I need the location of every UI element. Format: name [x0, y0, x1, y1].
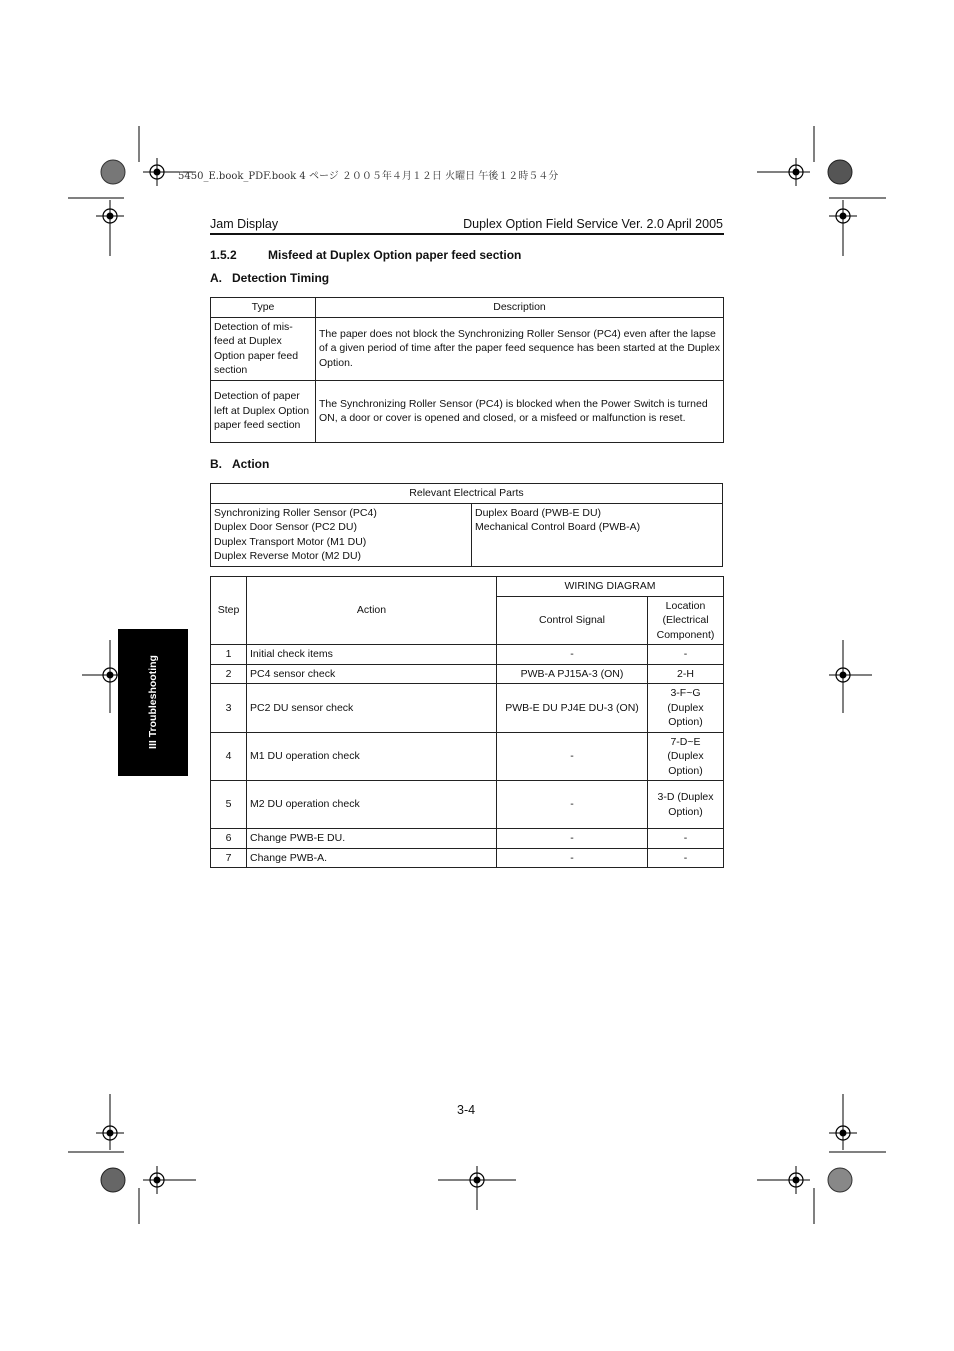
type-cell: Detection of paper left at Duplex Option paper feed section [211, 380, 316, 442]
header-section-name: Jam Display [210, 217, 279, 231]
section-number: 1.5.2 [210, 248, 237, 262]
col-action-header: Action [247, 577, 497, 645]
control-cell: - [497, 848, 648, 868]
header-rule [210, 233, 724, 235]
parts-right-cell [472, 503, 723, 566]
step-cell: 1 [211, 645, 247, 665]
page-number: 3-4 [457, 1103, 476, 1117]
action-cell: PC2 DU sensor check [247, 684, 497, 733]
control-cell: - [497, 732, 648, 781]
location-cell: - [648, 645, 724, 665]
col-control-header: Control Signal [497, 596, 648, 645]
description-cell: The Synchronizing Roller Sensor (PC4) is blocked when the Power Switch is turned ON, a door or cover is opened and closed, or a misfeed or malfunction is reset. [316, 380, 724, 442]
action-cell: M2 DU operation check [247, 781, 497, 829]
section-title: Misfeed at Duplex Option paper feed section [268, 248, 522, 262]
step-cell: 2 [211, 664, 247, 684]
col-description-header: Description [316, 298, 724, 318]
detection-label: A. [210, 271, 222, 285]
step-cell: 4 [211, 732, 247, 781]
table-row [211, 781, 724, 829]
list-item: Duplex Transport Motor (M1 DU) [214, 535, 367, 548]
action-steps-table [210, 576, 724, 868]
detection-timing-table [210, 297, 724, 443]
table-row [211, 732, 724, 781]
header-manual-title: Duplex Option Field Service Ver. 2.0 April 2005 [463, 217, 723, 231]
action-cell: Change PWB-A. [247, 848, 497, 868]
printer-line: 5450_E.book_PDF.book 4 ページ ２００５年４月１２日 火曜日 午後１２時５４分 [178, 171, 559, 182]
list-item: Mechanical Control Board (PWB-A) [475, 521, 641, 533]
action-cell: M1 DU operation check [247, 732, 497, 781]
control-cell: - [497, 781, 648, 829]
control-cell: - [497, 829, 648, 849]
step-cell: 5 [211, 781, 247, 829]
side-tab-label: III Troubleshooting [147, 655, 159, 749]
control-cell: PWB-A PJ15A-3 (ON) [497, 664, 648, 684]
parts-left-cell [211, 503, 472, 566]
table-row [211, 684, 724, 733]
location-cell: 3-F~G (Duplex Option) [648, 684, 724, 733]
list-item: Duplex Board (PWB-E DU) [475, 506, 602, 519]
location-cell: 7-D~E (Duplex Option) [648, 732, 724, 781]
step-cell: 3 [211, 684, 247, 733]
col-step-header: Step [211, 577, 247, 645]
list-item: Duplex Door Sensor (PC2 DU) [214, 521, 357, 533]
location-cell: 2-H [648, 664, 724, 684]
relevant-parts-table [210, 483, 723, 567]
table-row [211, 829, 724, 849]
action-label: B. [210, 457, 222, 471]
location-cell: 3-D (Duplex Option) [648, 781, 724, 829]
type-cell: Detection of mis-feed at Duplex Option paper feed section [211, 317, 316, 380]
step-cell: 7 [211, 848, 247, 868]
col-wiring-header: WIRING DIAGRAM [497, 577, 724, 597]
control-cell: PWB-E DU PJ4E DU-3 (ON) [497, 684, 648, 733]
action-cell: Initial check items [247, 645, 497, 665]
location-cell: - [648, 829, 724, 849]
section-heading [210, 248, 521, 262]
list-item: Synchronizing Roller Sensor (PC4) [214, 506, 377, 519]
location-cell: - [648, 848, 724, 868]
detection-heading [210, 271, 329, 285]
action-heading [210, 457, 269, 471]
table-row [211, 317, 724, 380]
col-location-header: Location (Electrical Component) [648, 596, 724, 645]
parts-header: Relevant Electrical Parts [211, 484, 723, 504]
detection-title: Detection Timing [232, 271, 330, 285]
table-row [211, 664, 724, 684]
action-title: Action [232, 457, 270, 471]
col-type-header: Type [211, 298, 316, 318]
table-row [211, 645, 724, 665]
action-cell: PC4 sensor check [247, 664, 497, 684]
step-cell: 6 [211, 829, 247, 849]
table-row [211, 380, 724, 442]
table-row [211, 848, 724, 868]
action-cell: Change PWB-E DU. [247, 829, 497, 849]
chapter-side-tab [118, 629, 188, 776]
control-cell: - [497, 645, 648, 665]
description-cell: The paper does not block the Synchronizing Roller Sensor (PC4) even after the lapse of a given period of time after the paper feed sequence has been started at the Duplex Option. [316, 317, 724, 380]
list-item: Duplex Reverse Motor (M2 DU) [214, 550, 362, 562]
